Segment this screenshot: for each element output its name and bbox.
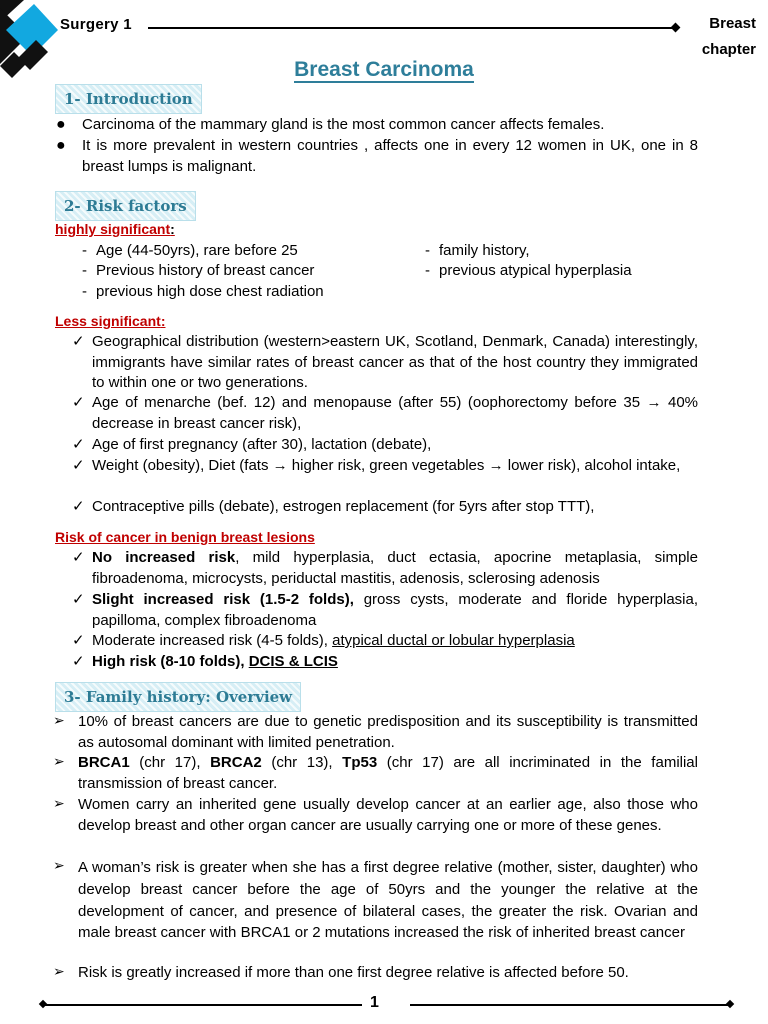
checkmark-icon: ✓ xyxy=(72,394,85,411)
checkmark-icon: ✓ xyxy=(72,591,85,608)
arrow-bullet-icon: ➢ xyxy=(53,753,65,769)
checkmark-icon: ✓ xyxy=(72,549,85,566)
family-item: BRCA1 (chr 17), BRCA2 (chr 13), Tp53 (chr 17) are all incriminated in the familial transmission of breast cancer. xyxy=(78,754,698,792)
bullet-dot-icon: ● xyxy=(56,137,66,154)
dash-icon: - xyxy=(425,262,430,279)
header-chapter: Breast chapter xyxy=(701,15,756,58)
checkmark-icon: ✓ xyxy=(72,632,85,649)
family-item: Women carry an inherited gene usually develop cancer at an earlier age, also those who develop breast and other organ cancer are usually carrying one or more of these genes. xyxy=(78,796,698,834)
page-number: 1 xyxy=(370,994,379,1011)
less-risk-item: Age of menarche (bef. 12) and menopause (after 55) (oophorectomy before 35 → 40% decrease in breast cancer risk), xyxy=(92,394,698,432)
family-item: A woman’s risk is greater when she has a first degree relative (mother, sister, daughter) who develop breast cancer before the age of 50yrs and the younger the relative at the development of cancer, and presence of bilateral cases, the greater the risk. Ovarian and male breast cancer with BRCA1 or 2 mutations increased the risk of inherited breast cancer xyxy=(78,859,698,942)
footer-rule xyxy=(410,1004,730,1006)
benign-item: Slight increased risk (1.5-2 folds), gross cysts, moderate and floride hyperplasia, papilloma, complex fibroadenoma xyxy=(92,591,698,629)
page-title: Breast Carcinoma xyxy=(294,58,474,81)
family-item: Risk is greatly increased if more than one first degree relative is affected before 50. xyxy=(78,964,629,981)
dash-icon: - xyxy=(425,242,430,259)
dash-icon: - xyxy=(82,262,87,279)
less-risk-item: Contraceptive pills (debate), estrogen replacement (for 5yrs after stop TTT), xyxy=(92,498,595,515)
benign-item: High risk (8-10 folds), DCIS & LCIS xyxy=(92,653,338,670)
high-risk-item: family history, xyxy=(439,242,530,259)
label-highly-significant: highly significant: xyxy=(55,221,175,237)
benign-item: No increased risk, mild hyperplasia, duct ectasia, apocrine metaplasia, simple fibroadenoma, microcysts, periductal mastitis, adenosis, sclerosing adenosis xyxy=(92,549,698,587)
checkmark-icon: ✓ xyxy=(72,498,85,515)
header-rule-dot xyxy=(671,23,681,33)
header-course: Surgery 1 xyxy=(60,16,132,33)
checkmark-icon: ✓ xyxy=(72,436,85,453)
high-risk-item: Previous history of breast cancer xyxy=(96,262,315,279)
label-benign-lesions: Risk of cancer in benign breast lesions xyxy=(55,529,315,545)
high-risk-item: previous high dose chest radiation xyxy=(96,283,324,300)
less-risk-item: Geographical distribution (western>eastern UK, Scotland, Denmark, Canada) interestingly, immigrants have similar rates of breast cancer as that of the host country they immigrated to within one or two generations. xyxy=(92,333,698,392)
checkmark-icon: ✓ xyxy=(72,653,85,670)
section-heading-risk-factors: 2- Risk factors xyxy=(55,191,196,221)
header-rule xyxy=(148,27,676,29)
intro-item: It is more prevalent in western countries , affects one in every 12 women in UK, one in 8 breast lumps is malignant. xyxy=(82,137,698,175)
arrow-bullet-icon: ➢ xyxy=(53,795,65,811)
family-item: 10% of breast cancers are due to genetic predisposition and its susceptibility is transmitted as autosomal dominant with limited penetration. xyxy=(78,713,698,751)
high-risk-item: previous atypical hyperplasia xyxy=(439,262,632,279)
bullet-dot-icon: ● xyxy=(56,116,66,133)
section-heading-family-history: 3- Family history: Overview xyxy=(55,682,301,712)
section-heading-introduction: 1- Introduction xyxy=(55,84,202,114)
arrow-bullet-icon: ➢ xyxy=(53,712,65,728)
checkmark-icon: ✓ xyxy=(72,333,85,350)
intro-item: Carcinoma of the mammary gland is the most common cancer affects females. xyxy=(82,116,605,133)
dash-icon: - xyxy=(82,242,87,259)
less-risk-item: Weight (obesity), Diet (fats → higher risk, green vegetables → lower risk), alcohol intake, xyxy=(92,457,681,474)
label-less-significant: Less significant: xyxy=(55,313,166,329)
arrow-bullet-icon: ➢ xyxy=(53,963,65,979)
checkmark-icon: ✓ xyxy=(72,457,85,474)
arrow-bullet-icon: ➢ xyxy=(53,857,65,873)
less-risk-item: Age of first pregnancy (after 30), lactation (debate), xyxy=(92,436,432,453)
benign-item: Moderate increased risk (4-5 folds), atypical ductal or lobular hyperplasia xyxy=(92,632,575,649)
dash-icon: - xyxy=(82,283,87,300)
footer-rule xyxy=(44,1004,362,1006)
high-risk-item: Age (44-50yrs), rare before 25 xyxy=(96,242,298,259)
footer-rule-dot xyxy=(726,1000,734,1008)
